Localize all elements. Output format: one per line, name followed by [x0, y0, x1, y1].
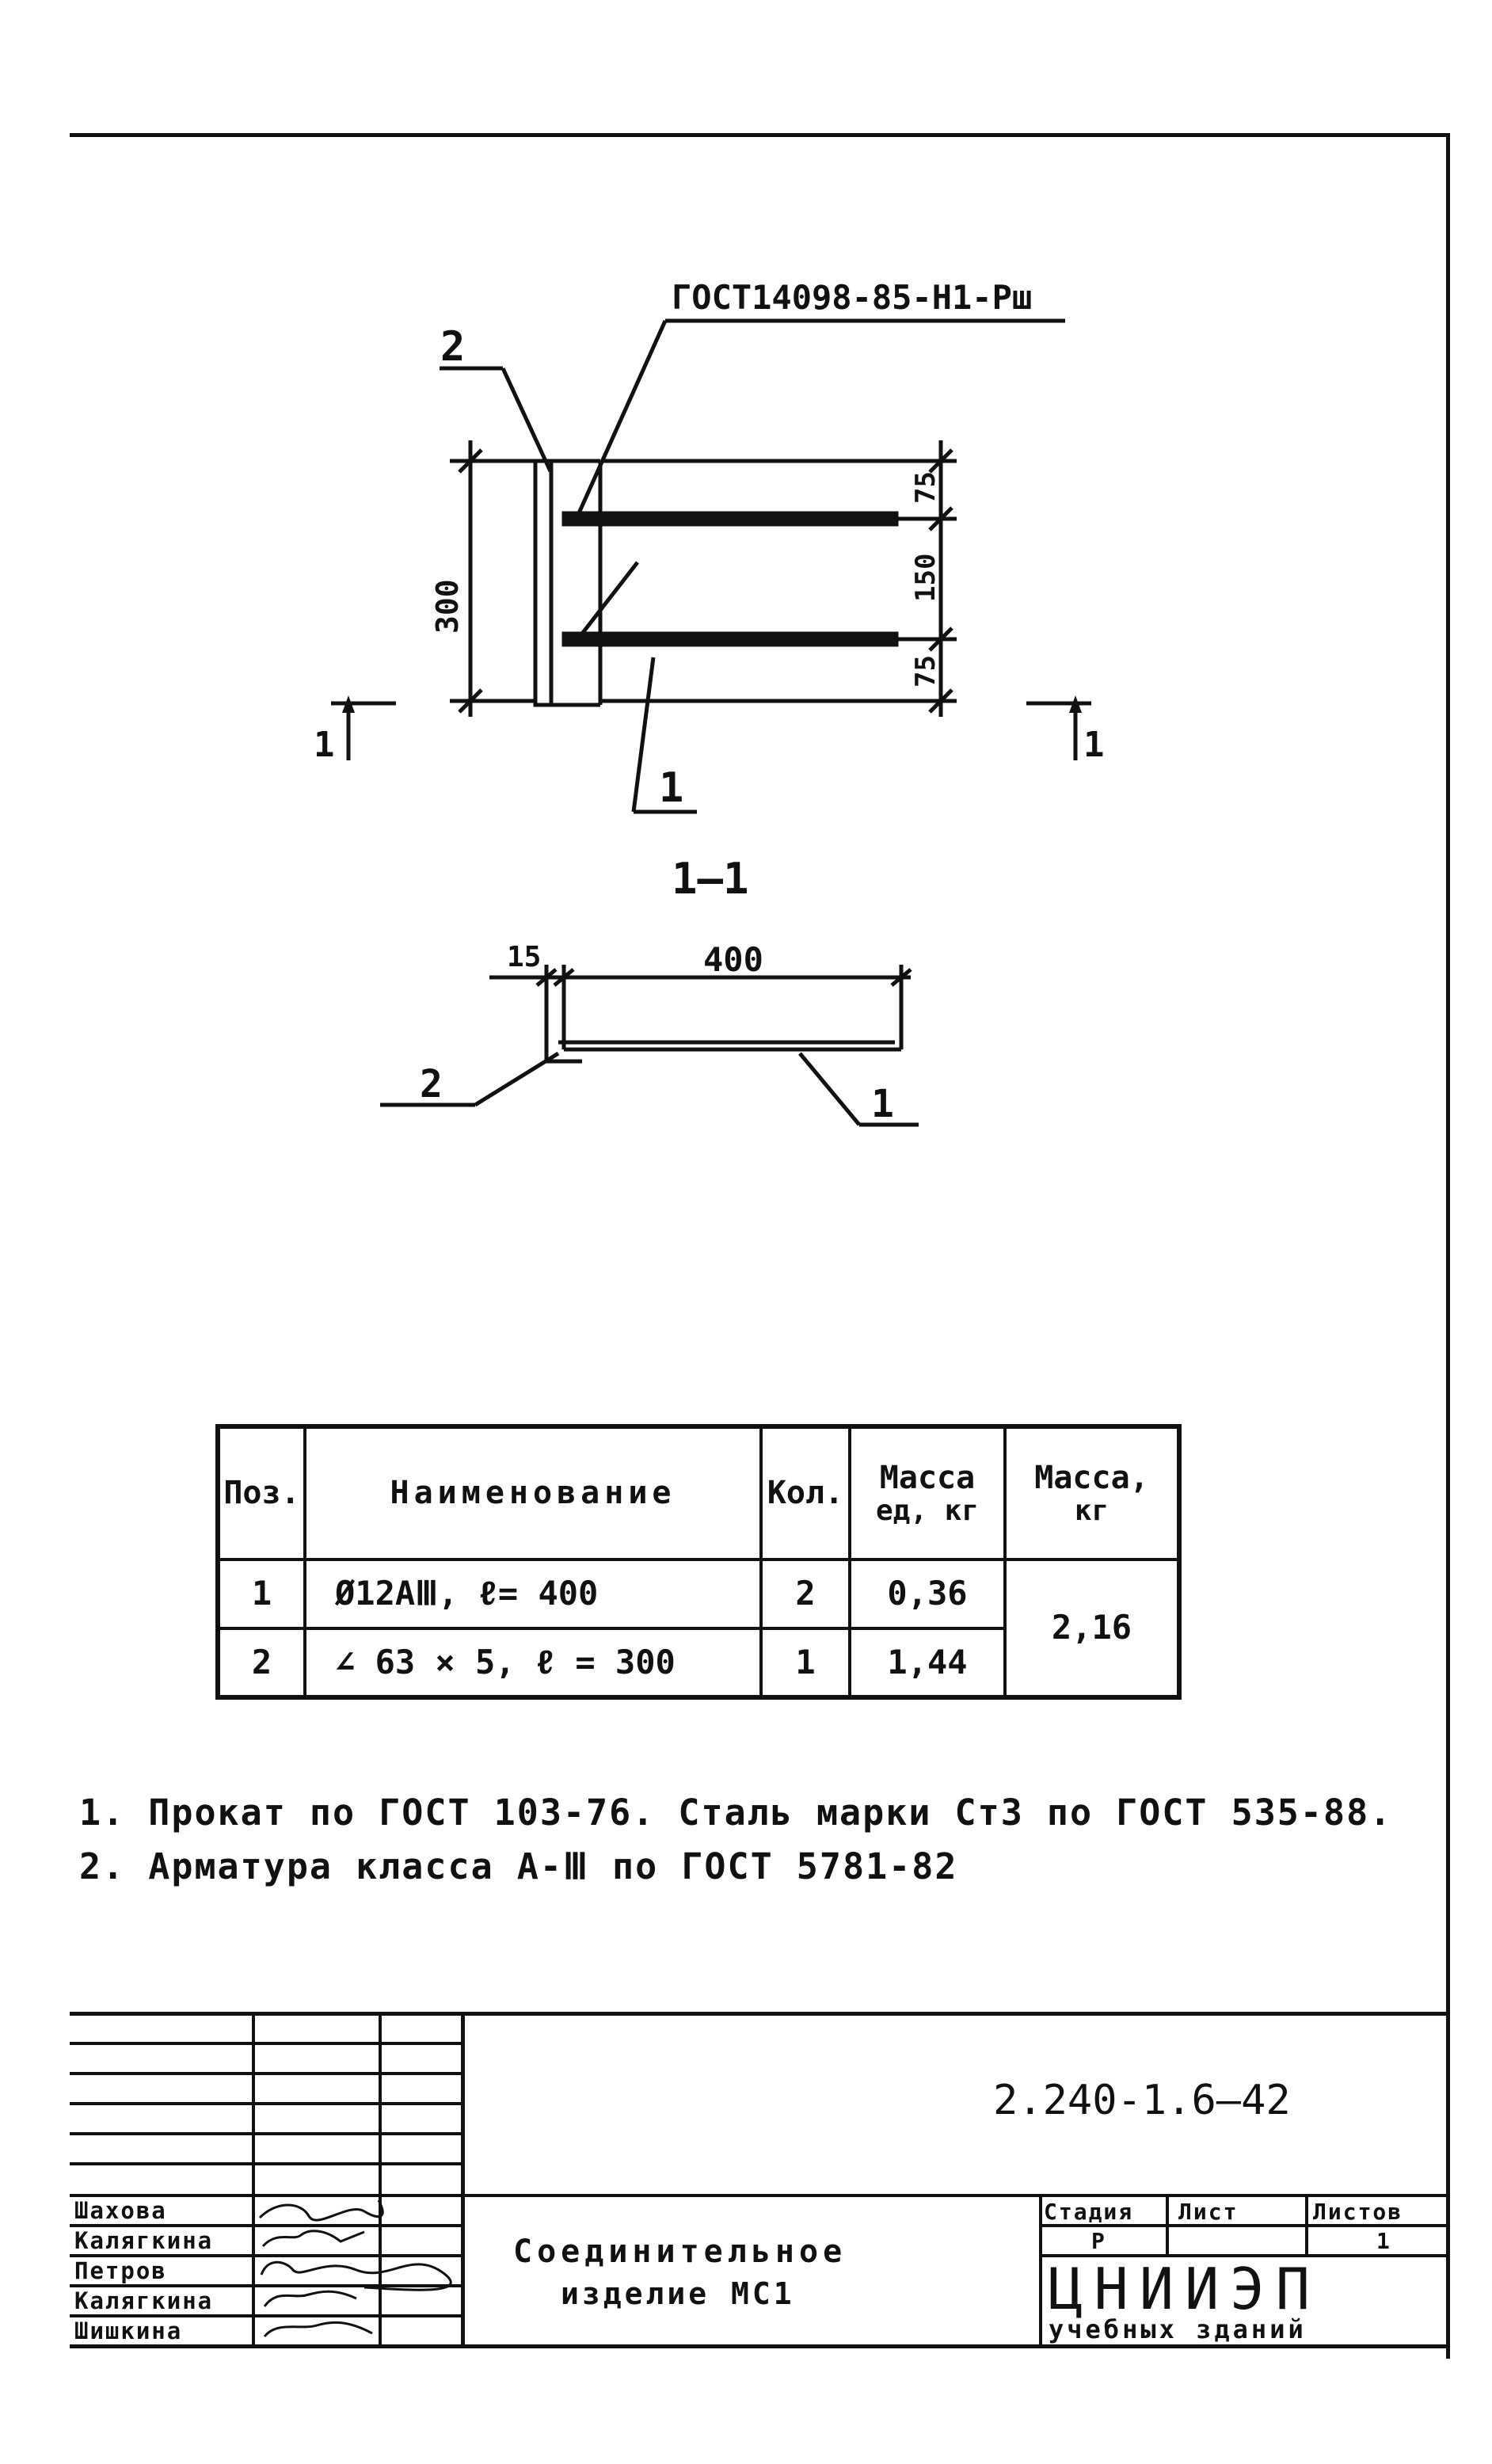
title-line-1: Соединительное — [513, 2234, 847, 2270]
header-qty: Кол. — [761, 1426, 850, 1560]
section-part-left: 2 — [420, 1062, 443, 1106]
name-row-5: Шишкина — [74, 2317, 183, 2344]
signatures — [253, 2194, 459, 2348]
note-2: 2. Арматура класса А-Ⅲ по ГОСТ 5781-82 — [79, 1845, 958, 1887]
header-mass — [1005, 1426, 1179, 1560]
name-row-2: Калягкина — [74, 2227, 214, 2254]
row2-pos: 2 — [218, 1628, 305, 1697]
organization-subtitle: учебных зданий — [1049, 2314, 1307, 2344]
weld-callout: ГОСТ14098-85-Н1-Рш — [672, 278, 1033, 317]
header-unit-mass — [850, 1426, 1005, 1560]
total-mass: 2,16 — [1005, 1560, 1179, 1697]
stage-value: Р — [1091, 2228, 1105, 2254]
sheet-label: Лист — [1178, 2199, 1239, 2225]
row2-qty: 1 — [761, 1628, 850, 1697]
row1-pos: 1 — [218, 1560, 305, 1628]
sheets-value: 1 — [1376, 2228, 1390, 2254]
part-label-2: 2 — [440, 323, 466, 371]
dim-top: 75 — [910, 471, 942, 504]
row1-qty: 2 — [761, 1560, 850, 1628]
header-mass-line1: Масса, — [1034, 1459, 1149, 1496]
section-dim-length: 400 — [703, 940, 763, 979]
header-pos: Поз. — [218, 1426, 305, 1560]
name-row-4: Калягкина — [74, 2287, 214, 2314]
header-mass-line2: кг — [1074, 1494, 1109, 1527]
table-header-row — [218, 1426, 1179, 1560]
stage-label: Стадия — [1044, 2199, 1134, 2225]
row2-unit-mass: 1,44 — [850, 1628, 1005, 1697]
document-number: 2.240-1.6—42 — [993, 2077, 1291, 2124]
title-line-2: изделие МС1 — [561, 2276, 795, 2311]
specification-table — [215, 1424, 1182, 1700]
title-block — [70, 2012, 1448, 2357]
section-part-right: 1 — [871, 1082, 894, 1126]
dim-bottom: 75 — [910, 655, 942, 687]
section-mark-right: 1 — [1083, 725, 1105, 765]
section-mark-left: 1 — [314, 725, 335, 765]
row1-name: Ø12АⅢ, ℓ= 400 — [305, 1560, 761, 1628]
header-name: Наименование — [305, 1426, 761, 1560]
header-unit-mass-line1: Масса — [879, 1459, 976, 1496]
dim-middle: 150 — [910, 553, 942, 602]
part-label-1: 1 — [659, 764, 684, 812]
section-title: 1—1 — [672, 854, 749, 904]
section-dim-small: 15 — [507, 941, 542, 973]
note-1: 1. Прокат по ГОСТ 103-76. Сталь марки Ст3 по ГОСТ 535-88. — [79, 1792, 1393, 1834]
header-unit-mass-line2: ед, кг — [875, 1494, 980, 1527]
row2-name: ∠ 63 × 5, ℓ = 300 — [305, 1628, 761, 1697]
table-row — [218, 1560, 1179, 1628]
technical-drawing — [0, 0, 1492, 1188]
name-row-1: Шахова — [74, 2197, 167, 2224]
dim-height: 300 — [430, 579, 465, 634]
organization-name: ЦНИИЭП — [1049, 2256, 1322, 2322]
row1-unit-mass: 0,36 — [850, 1560, 1005, 1628]
sheets-label: Листов — [1313, 2199, 1403, 2225]
name-row-3: Петров — [74, 2257, 167, 2284]
